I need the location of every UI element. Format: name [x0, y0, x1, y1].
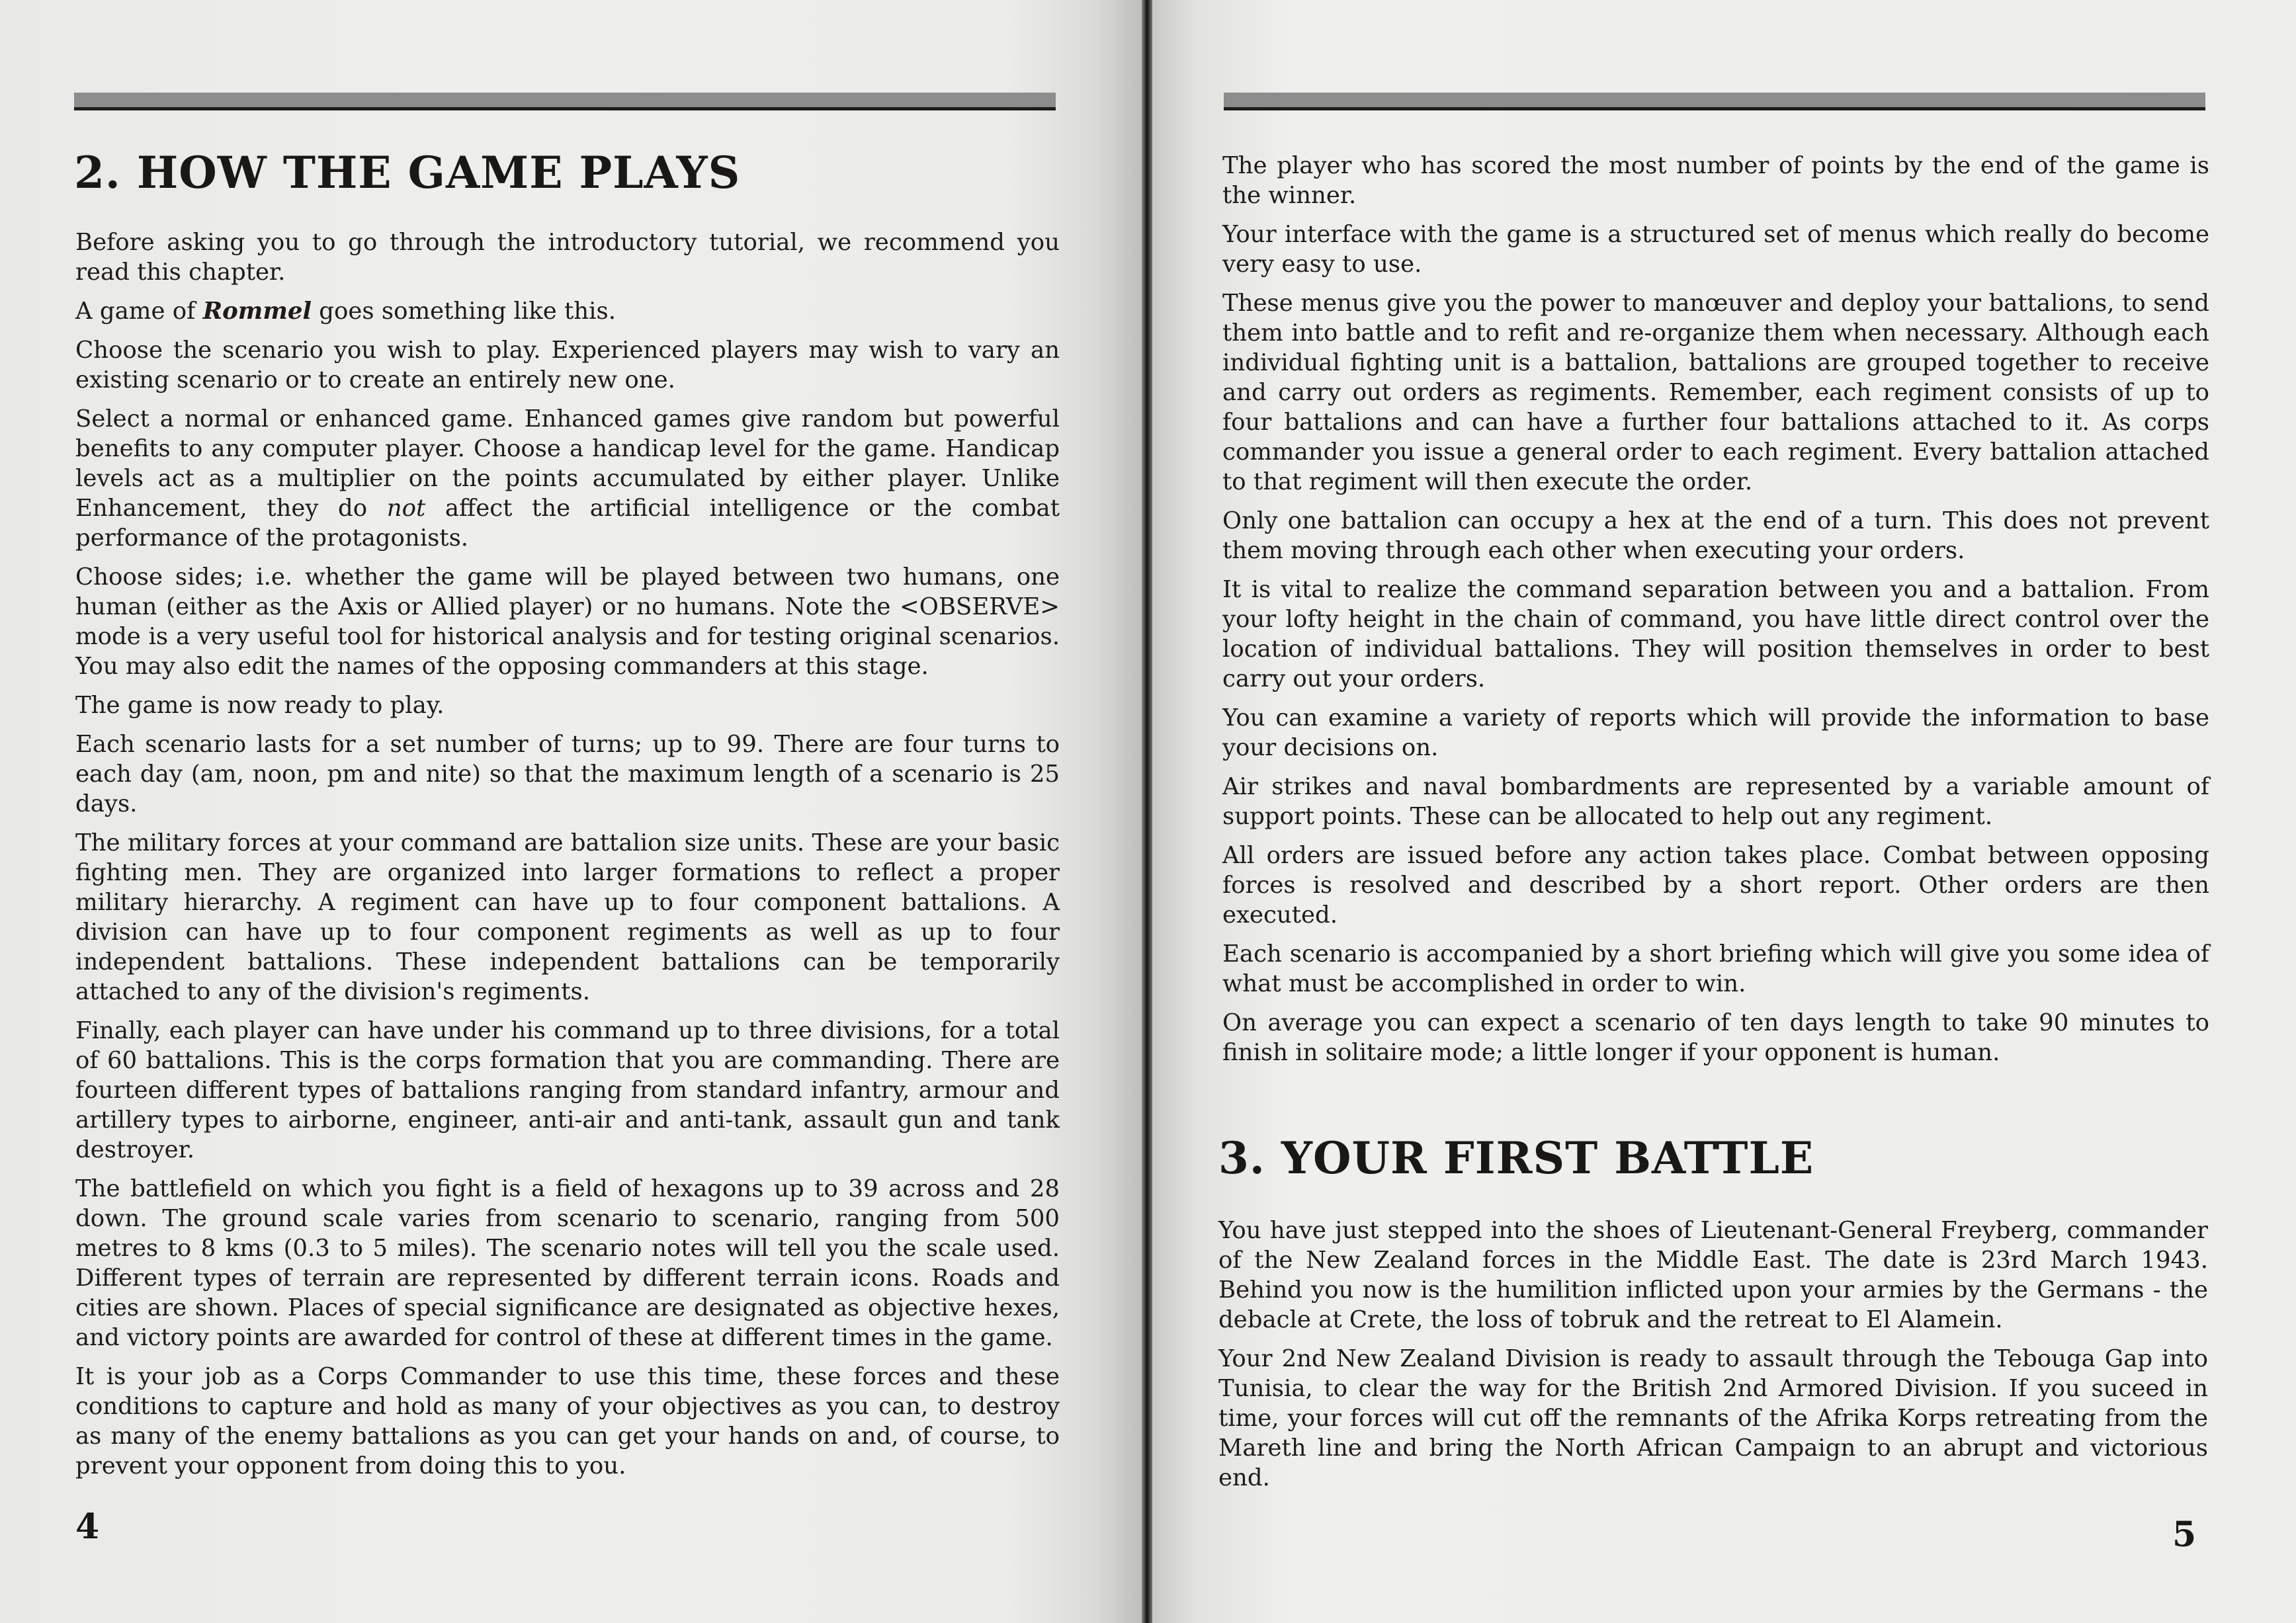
paragraph: Only one battalion can occupy a hex at the end of a turn. This does not prevent them moving through each other when executing your orders. [1222, 507, 2209, 564]
section-heading-your-first-battle: 3. YOUR FIRST BATTLE [1218, 1132, 1814, 1184]
first-battle-body-text [1218, 1216, 2208, 1502]
paragraph: The game is now ready to play. [75, 692, 445, 719]
paragraph: Choose the scenario you wish to play. Experienced players may wish to vary an existing scenario or to create an entirely new one. [75, 337, 1060, 394]
left-page [0, 0, 1142, 1623]
paragraph: Finally, each player can have under his command up to three divisions, for a total of 60 battalions. This is the corps formation that you are commanding. There are fourteen different types of battalions ranging from standard infantry, armour and artillery types to airborne, engineer, anti-air and anti-tank, assault gun and tank destroyer. [75, 1017, 1060, 1163]
page-number: 4 [75, 1507, 100, 1547]
paragraph: The military forces at your command are battalion size units. These are your basic fighting men. They are organized into larger formations to reflect a proper military hierarchy. A regiment can have up to four component battalions. A division can have up to four component regiments as well as up to four independent battalions. These independent battalions can be temporarily attached to any of the division's regiments. [75, 829, 1060, 1005]
right-page [1152, 0, 2296, 1623]
game-title: Rommel [202, 298, 312, 325]
book-gutter [1142, 0, 1152, 1623]
left-body-text [75, 228, 1060, 1490]
paragraph: Each scenario lasts for a set number of turns; up to 99. There are four turns to each day (am, noon, pm and nite) so that the maximum length of a scenario is 25 days. [75, 731, 1060, 817]
paragraph: The battlefield on which you fight is a field of hexagons up to 39 across and 28 down. The ground scale varies from scenario to scenario, ranging from 500 metres to 8 kms (0.3 to 5 miles). The scenario notes will tell you the scale used. Different types of terrain are represented by different terrain icons. Roads and cities are shown. Places of special significance are designated as objective hexes, and victory points are awarded for control of these at different times in the game. [75, 1175, 1060, 1351]
right-body-text [1222, 151, 2209, 1077]
paragraph: Air strikes and naval bombardments are represented by a variable amount of support points. These can be allocated to help out any regiment. [1222, 773, 2209, 830]
paragraph: You can examine a variety of reports which will provide the information to base your decisions on. [1222, 704, 2209, 761]
paragraph: All orders are issued before any action takes place. Combat between opposing forces is resolved and described by a short report. Other orders are then executed. [1222, 842, 2209, 929]
paragraph: Select a normal or enhanced game. Enhanced games give random but powerful benefits to any computer player. Choose a handicap level for the game. Handicap levels act as a multiplier on the points accumulated by either player. Unlike Enhancement, they do not affect the artificial intelligence or the combat performance of the protagonists. [75, 405, 1060, 552]
paragraph: A game of Rommel goes something like this. [75, 298, 616, 325]
paragraph: These menus give you the power to manœuver and deploy your battalions, to send them into battle and to refit and re-organize them when necessary. Although each individual fighting unit is a battalion, battalions are grouped together to receive and carry out orders as regiments. Remember, each regiment consists of up to four battalions and can have a further four battalions attached to it. As corps commander you issue a general order to each regiment. Every battalion attached to that regiment will then execute the order. [1222, 290, 2209, 495]
paragraph: Your 2nd New Zealand Division is ready to assault through the Tebouga Gap into Tunisia, to clear the way for the British 2nd Armored Division. If you suceed in time, your forces will cut off the remnants of the Afrika Korps retreating from the Mareth line and bring the North African Campaign to an abrupt and victorious end. [1218, 1345, 2208, 1491]
paragraph: The player who has scored the most number of points by the end of the game is the winner. [1222, 152, 2209, 209]
header-rule [74, 93, 1056, 110]
paragraph: It is your job as a Corps Commander to use this time, these forces and these conditions to capture and hold as many of your objectives as you can, to destroy as many of the enemy battalions as you can get your hands on and, of course, to prevent your opponent from doing this to you. [75, 1363, 1060, 1479]
paragraph: You have just stepped into the shoes of Lieutenant-General Freyberg, commander of the New Zealand forces in the Middle East. The date is 23rd March 1943. Behind you now is the humilition inflicted upon your armies by the Germans - the debacle at Crete, the loss of tobruk and the retreat to El Alamein. [1218, 1217, 2208, 1333]
paragraph: Before asking you to go through the introductory tutorial, we recommend you read this chapter. [75, 229, 1060, 286]
paragraph: Your interface with the game is a structured set of menus which really do become very easy to use. [1222, 221, 2209, 278]
paragraph: Choose sides; i.e. whether the game will be played between two humans, one human (either as the Axis or Allied player) or no humans. Note the <OBSERVE> mode is a very useful tool for historical analysis and for testing original scenarios. You may also edit the names of the opposing commanders at this stage. [75, 563, 1060, 680]
paragraph: It is vital to realize the command separation between you and a battalion. From your lofty height in the chain of command, you have little direct control over the location of individual battalions. They will position themselves in order to best carry out your orders. [1222, 576, 2209, 692]
section-heading-how-the-game-plays: 2. HOW THE GAME PLAYS [74, 147, 741, 198]
page-number: 5 [2172, 1515, 2197, 1555]
paragraph: Each scenario is accompanied by a short briefing which will give you some idea of what must be accomplished in order to win. [1222, 940, 2209, 997]
header-rule [1224, 93, 2205, 110]
paragraph: On average you can expect a scenario of ten days length to take 90 minutes to finish in solitaire mode; a little longer if your opponent is human. [1222, 1009, 2209, 1066]
